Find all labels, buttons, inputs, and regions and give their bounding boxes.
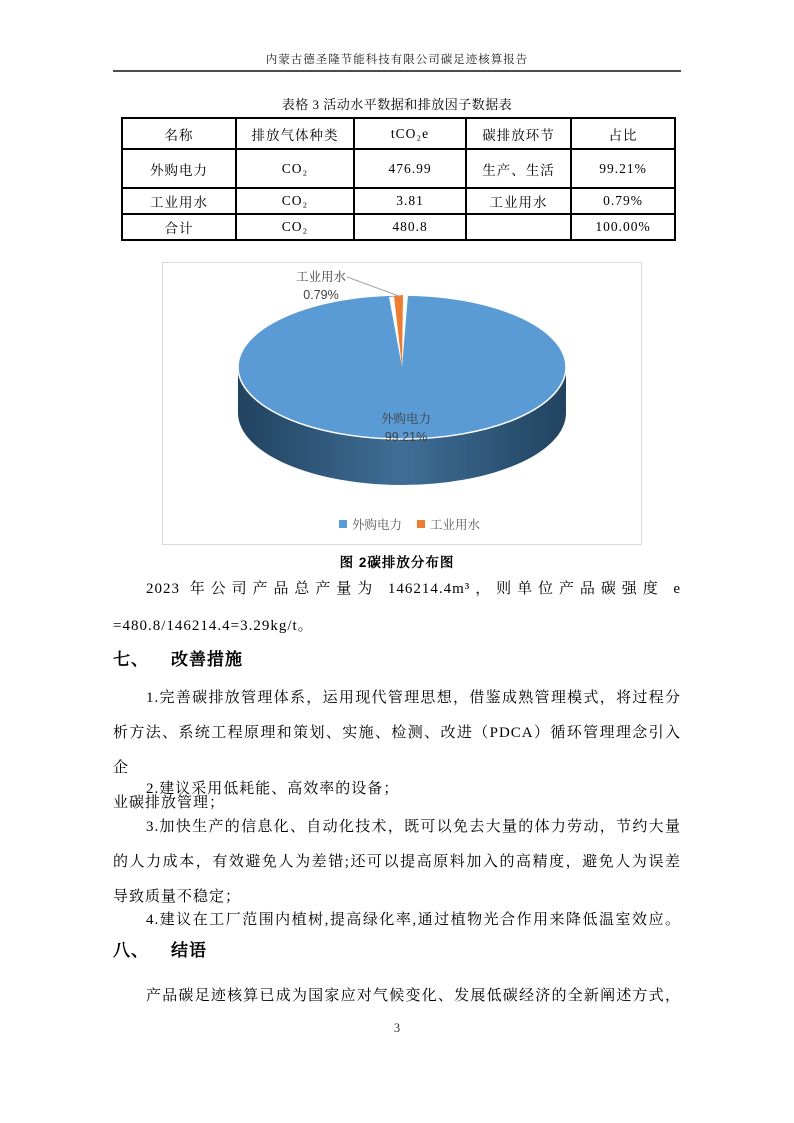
paragraph-line: =480.8/146214.4=3.29kg/t。: [113, 618, 314, 634]
paragraph-line: 1.完善碳排放管理体系，运用现代管理思想，借鉴成熟管理模式，将过程分: [146, 690, 681, 706]
pie-label-small-value: 0.79%: [303, 288, 339, 302]
pie-chart-frame: [162, 262, 642, 545]
legend-label-electricity: 外购电力: [352, 518, 403, 532]
header-divider: [113, 70, 681, 72]
table-row-total: [122, 214, 675, 240]
page-header-title: 内蒙古德圣隆节能科技有限公司碳足迹核算报告: [265, 54, 529, 66]
paragraph-conclusion: [113, 979, 681, 1014]
paragraph-line: 3.加快生产的信息化、自动化技术，既可以免去大量的体力劳动，节约大量: [146, 819, 681, 835]
legend-label-water: 工业用水: [430, 518, 481, 532]
table-cell: 100.00%: [571, 214, 675, 240]
figure-caption: 图 2碳排放分布图: [339, 555, 455, 570]
table-cell: 480.8: [354, 214, 466, 240]
table-cell: 0.79%: [571, 188, 675, 214]
table-cell: 工业用水: [466, 188, 571, 214]
paragraph-line: 导致质量不稳定；: [113, 889, 242, 905]
table-cell: CO₂: [236, 214, 354, 240]
paragraph-line: 2.建议采用低耗能、高效率的设备；: [146, 781, 400, 797]
table-cell: 外购电力: [122, 149, 236, 188]
paragraph-line: 析方法、系统工程原理和策划、实施、检测、改进（PDCA）循环管理理念引入企: [113, 725, 681, 776]
table-cell: 合计: [122, 214, 236, 240]
table-cell: 476.99: [354, 149, 466, 188]
pie-label-main-name: 外购电力: [380, 412, 432, 426]
table-row: [122, 188, 675, 214]
table-header-cell: 名称: [122, 118, 236, 149]
legend-swatch-electricity: [339, 520, 347, 528]
table-header-cell: 碳排放环节: [466, 118, 571, 149]
section-number: 八、: [113, 941, 149, 960]
table-cell: CO₂: [236, 149, 354, 188]
section-heading-conclusion: [113, 936, 681, 961]
section-title: 结语: [171, 941, 207, 960]
table-cell: 99.21%: [571, 149, 675, 188]
table-cell: 生产、生活: [466, 149, 571, 188]
table-row: [122, 149, 675, 188]
legend-swatch-water: [417, 520, 425, 528]
table-header-cell: tCO₂e: [354, 118, 466, 149]
pie-chart: [163, 263, 641, 544]
table-header-cell: 排放气体种类: [236, 118, 354, 149]
measure-item-3: [113, 810, 681, 915]
paragraph-line: 的人力成本，有效避免人为差错;还可以提高原料加入的高精度，避免人为误差: [113, 854, 681, 870]
pie-label-small-name: 工业用水: [295, 270, 347, 284]
section-title: 改善措施: [171, 650, 243, 669]
table-cell: 3.81: [354, 188, 466, 214]
paragraph-line: 4.建议在工厂范围内植树,提高绿化率,通过植物光合作用来降低温室效应。: [146, 912, 681, 928]
paragraph-line: 业碳排放管理；: [113, 795, 226, 811]
emissions-table: [121, 117, 676, 241]
table-title: 表格 3 活动水平数据和排放因子数据表: [281, 97, 513, 112]
table-cell: CO₂: [236, 188, 354, 214]
section-number: 七、: [113, 650, 149, 669]
paragraph-line: 2023 年公司产品总产量为 146214.4m³，则单位产品碳强度 e: [146, 581, 681, 597]
paragraph-carbon-intensity: [113, 571, 681, 645]
paragraph-line: 产品碳足迹核算已成为国家应对气候变化、发展低碳经济的全新阐述方式，: [146, 988, 681, 1004]
table-header-row: [122, 118, 675, 149]
pie-label-main-value: 99.21%: [384, 430, 428, 444]
page-number: 3: [393, 1021, 401, 1035]
table-cell: [466, 214, 571, 240]
section-heading-improvements: [113, 645, 681, 670]
leader-line: [347, 277, 399, 296]
measure-item-4: [113, 903, 681, 938]
measure-item-2: [113, 772, 681, 807]
table-header-cell: 占比: [571, 118, 675, 149]
table-cell: 工业用水: [122, 188, 236, 214]
